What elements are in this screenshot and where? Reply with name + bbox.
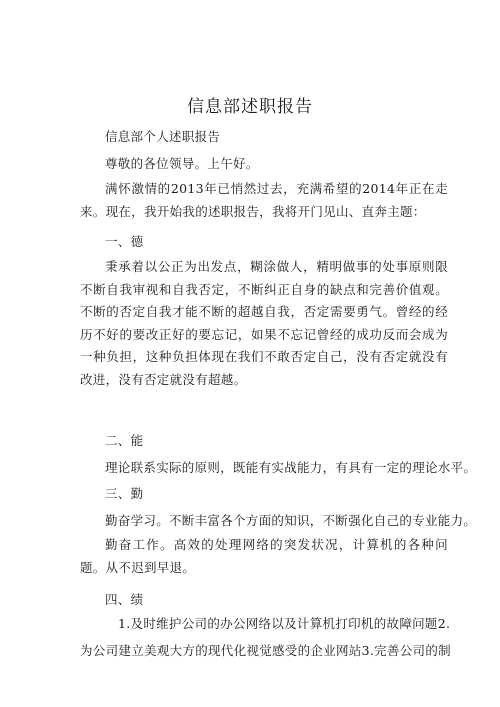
section-body-diligence-study: 勤奋学习。不断丰富各个方面的知识，不断强化自己的专业能力。	[105, 513, 477, 528]
section-body-ability: 理论联系实际的原则，既能有实战能力，有具有一定的理论水平。	[105, 460, 477, 475]
achievement-line-1: 1.及时维护公司的办公网络以及计算机打印机的故障问题2.	[118, 616, 451, 631]
section-heading-achievement: 四、绩	[105, 592, 144, 607]
section-heading-virtue: 一、德	[105, 234, 144, 249]
greeting: 尊敬的各位领导。上午好。	[105, 156, 259, 171]
section-heading-ability: 二、能	[105, 433, 144, 448]
achievement-line-2: 为公司建立美观大方的现代化视觉感受的企业网站3.完善公司的制	[80, 643, 451, 658]
subtitle: 信息部个人述职报告	[105, 129, 221, 144]
section-body-diligence-work: 勤奋工作。高效的处理网络的突发状况，计算机的各种问题。从不迟到早退。	[80, 537, 448, 575]
document-title: 信息部述职报告	[187, 97, 313, 117]
intro-paragraph: 满怀激情的2013年已悄然过去，充满希望的2014年正在走来。现在，我开始我的述职报告，我将开门见山、直奔主题：	[80, 181, 448, 219]
section-heading-diligence: 三、勤	[105, 486, 144, 501]
section-body-virtue: 秉承着以公正为出发点，糊涂做人，精明做事的处事原则限不断自我审视和自我否定，不断纠正自身的缺点和完善价值观。不断的否定自我才能不断的超越自我，否定需要勇气。曾经的经历不好的要改正好的要忘记，如果不忘记曾经的成功反而会成为一种负担，这种负担体现在我们不敢否定自己，没有否定就没有改进，没有否定就没有超越。	[80, 259, 448, 387]
